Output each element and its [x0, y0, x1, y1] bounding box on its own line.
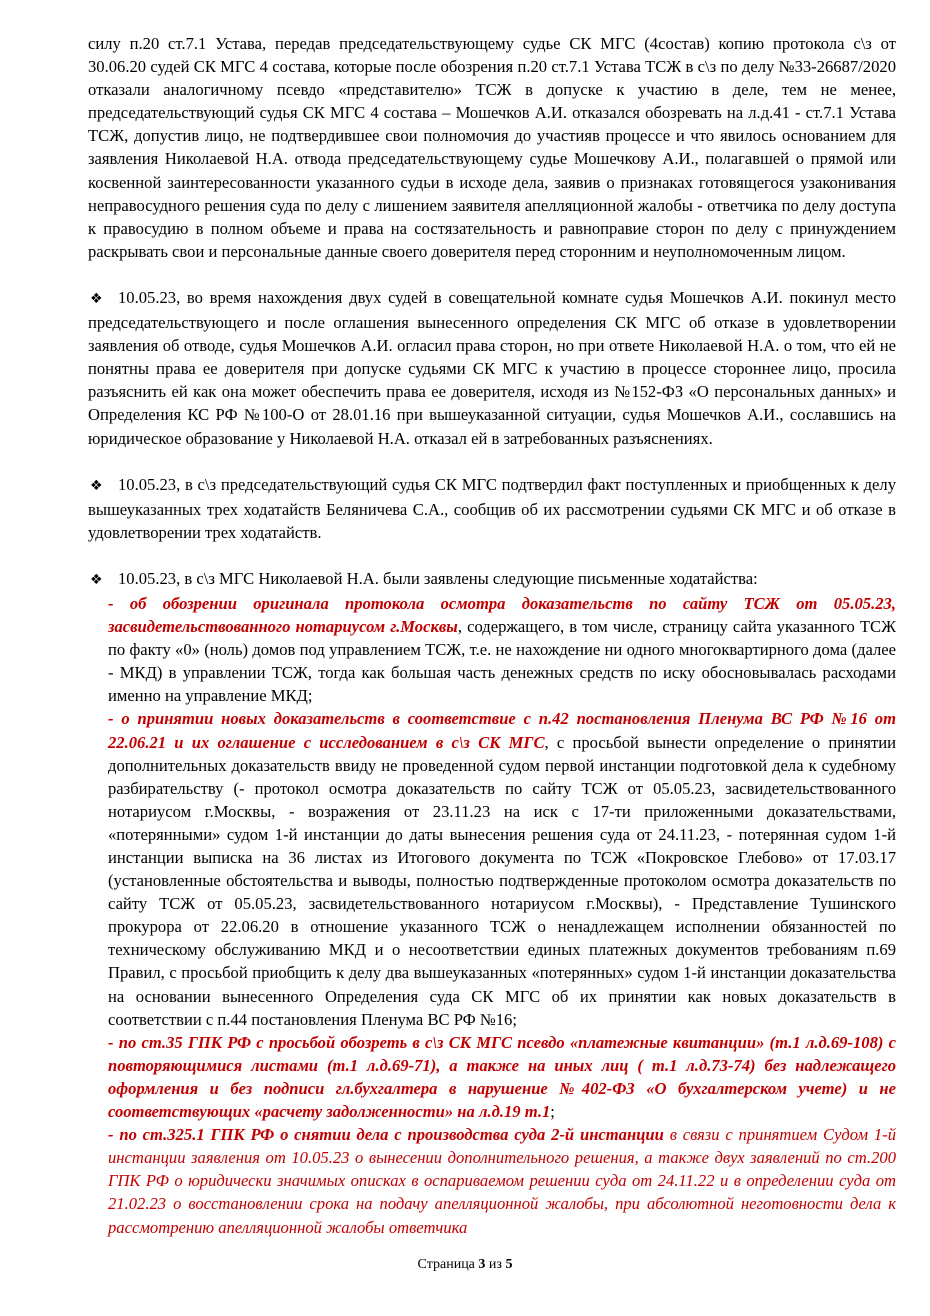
request-body: ;	[550, 1102, 555, 1122]
request-title: - о принятии новых доказательств в соответствие с п.42 постановления Пленума ВС РФ №16 от 22.06.21 и их оглашение с исследованием в с\з СК МГС	[108, 709, 896, 752]
request-item-1	[88, 592, 896, 707]
request-title: - об обозрении оригинала протокола осмотра доказательств по сайту ТСЖ от 05.05.23, засвидетельствованного нотариусом г.Москвы	[108, 593, 896, 637]
footer-page-number: 3	[478, 1257, 486, 1272]
intro-paragraph: силу п.20 ст.7.1 Устава, передав председательствующему судье СК МГС (4состав) копию протокола с\з от 30.06.20 судей СК МГС 4 состава, которые после обозрения п.20 ст.7.1 Устава ТСЖ в с\з по делу №33-26687/2020 отказали аналогичному псевдо «представителю» ТСЖ в допуске к участию в деле, тем не менее, председательствующий судья СК МГС 4 состава – Мошечков А.И. отказался обозревать на л.д.41 - ст.7.1 Устава ТСЖ, допустив лицо, не подтвердившее свои полномочия до участияв процессе и что явилось основанием для заявления Николаевой Н.А. отвода председательствующему судье Мошечкову А.И., полагавшей о прямой или косвенной заинтересованности указанного судьи в исходе дела, заявив о признаках готовящегося узаконивания неправосудного решения суда по делу с лишением заявителя апелляционной жалобы - ответчика по делу доступа к правосудию в полном объеме и права на состязательность и равноправие сторон по делу с принуждением раскрывать свои и персональные данные своего доверителя перед сторонним и неуполномоченным лицом.	[88, 34, 896, 261]
diamond-bullet-icon: ❖	[90, 290, 103, 307]
request-title: - по ст.35 ГПК РФ с просьбой обозреть в с\з СК МГС псевдо «платежные квитанции» (т.1 л.д.69-108) с повторяющимися листами (т.1 л.д.69-71), а также на иных лиц ( т.1 л.д.73-74) без надлежащего оформления и без подписи гл.бухгалтера в нарушение №402-ФЗ «О бухгалтерском учете) и не соответствующих «расчету задолженности» на л.д.19 т.1	[108, 1032, 896, 1122]
diamond-bullet-icon: ❖	[90, 571, 103, 588]
request-item-4	[88, 1123, 896, 1238]
bullet-paragraph-1: ❖ 10.05.23, во время нахождения двух судей в совещательной комнате судья Мошечков А.И. покинул место председательствующего и после оглашения вынесенного определения СК МГС об отказе в удовлетворении заявления об отводе, судья Мошечков А.И. огласил права сторон, но при ответе Николаевой Н.А. о том, что ей не понятны права ее доверителя при допуске судьями СК МГС к участию в процессе стороннее лицо, просила разъяснить ей как она может обеспечить права ее доверителя, исходя из №152-ФЗ «О персональных данных» и Определения КС РФ №100-О от 28.01.16 при вышеуказанной ситуации, судья Мошечков А.И., сославшись на юридическое образование у Николаевой Н.А. отказал ей в затребованных разъяснениях.	[88, 287, 896, 448]
bullet-paragraph-2: ❖ 10.05.23, в с\з председательствующий судья СК МГС подтвердил факт поступленных и приобщенных к делу вышеуказанных трех ходатайств Беляничева С.А., сообщив об их рассмотрении судьями СК МГС и об отказе в удовлетворении трех ходатайств.	[88, 474, 896, 542]
request-item-2	[88, 707, 896, 1030]
footer-total-pages: 5	[505, 1257, 513, 1272]
page-footer	[0, 1257, 930, 1273]
request-item-3	[88, 1031, 896, 1123]
footer-prefix: Страница	[417, 1257, 475, 1272]
bullet-paragraph-3: ❖ 10.05.23, в с\з МГС Николаевой Н.А. были заявлены следующие письменные ходатайства:	[88, 567, 896, 592]
request-body: , с просьбой вынести определение о принятии дополнительных доказательств ввиду не проведенной судом первой инстанции подготовкой дела к судебному разбирательству (- протокол осмотра доказательств по сайту ТСЖ от 05.05.23, засвидетельствованного нотариусом г.Москвы, - возражения от 23.11.23 на иск с 17-ти приложенными доказательствами, «потерянными» судом 1-й инстанции до даты вынесения решения суда от 24.11.23, - потерянная судом 1-й инстанции выписка на 36 листах из Итогового документа по ТСЖ «Покровское Глебово» от 17.03.17 (установленные обстоятельства и выводы, полностью подтвержденные протоколом осмотра доказательств по сайту ТСЖ от 05.05.23, засвидетельствованного нотариусом г.Москвы), - Представление Тушинского прокурора от 22.06.20 в отношение указанного ТСЖ о ненадлежащем исполнении обязанностей по техническому обслуживанию МКД и о несоответствии единых платежных документов требованиям п.69 Правил, с просьбой приобщить к делу два вышеуказанных «потерянных» судом 1-й инстанции доказательства на основании вынесенного Определения суда СК МГС об их принятии как новых доказательств в соответствии с п.44 постановления Пленума ВС РФ №16;	[108, 732, 896, 1029]
document-page	[88, 32, 896, 1239]
footer-middle: из	[488, 1257, 502, 1272]
diamond-bullet-icon: ❖	[90, 477, 103, 494]
request-title: - по ст.325.1 ГПК РФ о снятии дела с производства суда 2-й инстанции	[108, 1125, 664, 1145]
request-body: в связи с принятием Судом 1-й инстанции заявления от 10.05.23 о вынесении дополнительного решения, а также двух заявлений по ст.200 ГПК РФ о юридически значимых описках в оспариваемом решении суда от 24.11.22 и в определении суда от 21.02.23 о восстановлении срока на подачу апелляционной жалобы, при абсолютной неготовности дела к рассмотрению апелляционной жалобы ответчика	[108, 1125, 896, 1237]
request-body: , содержащего, в том числе, страницу сайта указанного ТСЖ по факту «0» (ноль) домов под управлением ТСЖ, т.е. не нахождение ни одного многоквартирного дома (далее - МКД) в управлении ТСЖ, тогда как большая часть денежных средств по иску обосновывалась расходами именно на управление МКД;	[108, 617, 896, 706]
